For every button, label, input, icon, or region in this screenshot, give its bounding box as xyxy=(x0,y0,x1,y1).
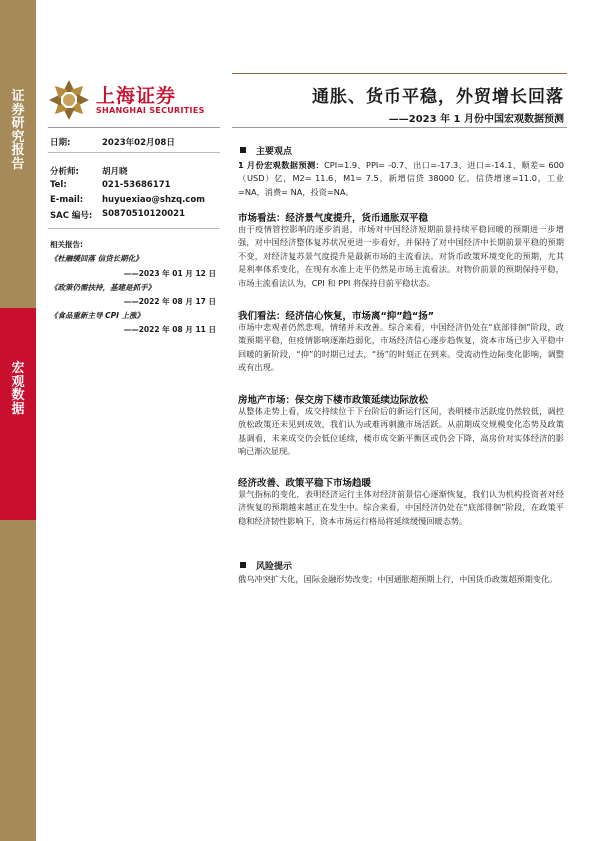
sac-label: SAC 编号: xyxy=(50,211,93,221)
sidebar-report-type-label xyxy=(0,90,36,171)
related-report-title[interactable]: 《杜融缓回落 信贷长期化》 xyxy=(50,254,143,263)
right-divider xyxy=(232,127,567,128)
risk-heading-text: 风险提示 xyxy=(256,562,293,572)
sidebar-top-label: 证券研究报告 xyxy=(11,89,25,172)
related-report-date: ——2022 年 08 月 11 日 xyxy=(123,325,216,334)
related-report-date: ——2022 年 08 月 17 日 xyxy=(123,297,216,306)
report-subtitle: ——2023 年 1 月份中国宏观数据预测 xyxy=(388,114,564,125)
sidebar-section-label xyxy=(0,362,36,416)
related-report-title[interactable]: 《政策仍需扶持，基建是抓手》 xyxy=(50,283,155,292)
meta-sac xyxy=(50,209,186,221)
forecast-paragraph xyxy=(238,159,564,199)
tel-value: 021-53686171 xyxy=(102,180,171,190)
section-body-market-view: 由于疫情管控影响的逐步消退，市场对中国经济短期前景持续平稳回暖的预期进一步增强，对中国经济整体复苏状况更进一步看好，并保持了对中国经济中长期前景平稳的预期不变，对经济复苏景气度提升是最新市场的主流看法。对货币政策环境变化的预期，尤其是利率体系变化，在现有水准上走平仍然是市场主流看法。对物价前景的预期保持平稳，市场主流看法认为，CPI 和 PPI 将保持目前平稳状态。 xyxy=(238,224,564,288)
related-reports-heading: 相关报告: xyxy=(50,240,83,249)
logo-name-cn: 上海证券 xyxy=(96,85,177,107)
date-label: 日期: xyxy=(50,138,71,148)
key-points-heading-text: 主要观点 xyxy=(256,147,293,157)
left-divider xyxy=(48,127,220,128)
section-heading-market-view: 市场看法：经济景气度提升，货币通胀双平稳 xyxy=(238,213,429,224)
meta-divider-bottom xyxy=(48,228,220,229)
section-body-real-estate: 从整体走势上看，成交持续位于下台阶后的新运行区间，表明楼市活跃度仍然较低，调控放松政策还未见到成效，我们认为或难再刺激市场活跃。从前期成交规模变化态势及政策基调看，未来成交仍会低位延续，楼市成交新平衡区或仍会下降，高房价对实体经济的影响已渐次显现。 xyxy=(238,406,564,457)
square-bullet-icon xyxy=(240,147,246,153)
section-heading-our-view: 我们看法：经济信心恢复，市场离“抑”趋“扬” xyxy=(238,311,434,322)
logo-name-en: SHANGHAI SECURITIES xyxy=(96,106,205,115)
report-title: 通胀、货币平稳，外贸增长回落 xyxy=(312,87,564,107)
sidebar-section-text: 宏观数据 xyxy=(11,361,25,417)
meta-divider xyxy=(48,152,220,153)
email-value[interactable]: huyuexiao@shzq.com xyxy=(102,195,206,205)
date-value: 2023年02月08日 xyxy=(102,138,175,148)
related-report-date: ——2023 年 01 月 12 日 xyxy=(123,269,216,278)
meta-email xyxy=(50,195,206,205)
risk-heading xyxy=(240,559,292,572)
section-body-our-view: 市场中悲观者仍然悲观，情绪并未改善。综合来看，中国经济仍处在“底部徘徊”阶段，政策预期平稳，但疫情影响逐渐趋弱化，市场经济信心逐步趋恢复，资本市场已步入平稳中回暖的新阶段，“抑”的时期已过去，“扬”的时刻正在到来。受流动性边际变化影响，调整或有出现。 xyxy=(238,322,564,373)
analyst-value: 胡月晓 xyxy=(102,167,128,177)
risk-body: 俄乌冲突扩大化，国际金融形势改变；中国通胀超预期上行，中国货币政策超预期变化。 xyxy=(238,574,558,584)
related-report-title[interactable]: 《食品重新主导 CPI 上涨》 xyxy=(50,311,145,320)
section-heading-real-estate: 房地产市场：保交房下楼市政策延续边际放松 xyxy=(238,395,429,406)
sac-value: S0870510120021 xyxy=(102,209,186,219)
analyst-label: 分析师: xyxy=(50,167,79,177)
tel-label: Tel: xyxy=(50,180,67,190)
key-points-heading xyxy=(240,144,292,157)
logo-emblem-icon xyxy=(48,79,90,121)
meta-analyst xyxy=(50,165,128,177)
square-bullet-icon xyxy=(240,562,246,568)
section-heading-economy: 经济改善、政策平稳下市场趋暖 xyxy=(238,478,372,489)
meta-date xyxy=(50,136,175,148)
company-logo xyxy=(48,79,208,123)
forecast-lead: 1 月份宏观数据预测： xyxy=(238,160,325,170)
email-label: E-mail: xyxy=(50,195,84,205)
forecast-text: CPI=1.9、PPI= -0.7、出口=-17.3、进口=-14.1、顺差= 600（USD）亿，M2= 11.6，M1= 7.5，新增信贷 38000 亿，信贷增速=11.0，工业=NA，消费= NA，投资=NA。 xyxy=(238,160,564,197)
meta-tel xyxy=(50,180,171,190)
section-body-economy: 景气指标的变化，表明经济运行主体对经济前景信心逐渐恢复，我们认为机构投资者对经济恢复的预期越来越正在发生中。综合来看，中国经济仍处在“底部徘徊”阶段，在政策平稳和经济韧性影响下，资本市场运行格局将延续缓慢回暖态势。 xyxy=(238,489,564,526)
title-rule xyxy=(232,73,567,74)
